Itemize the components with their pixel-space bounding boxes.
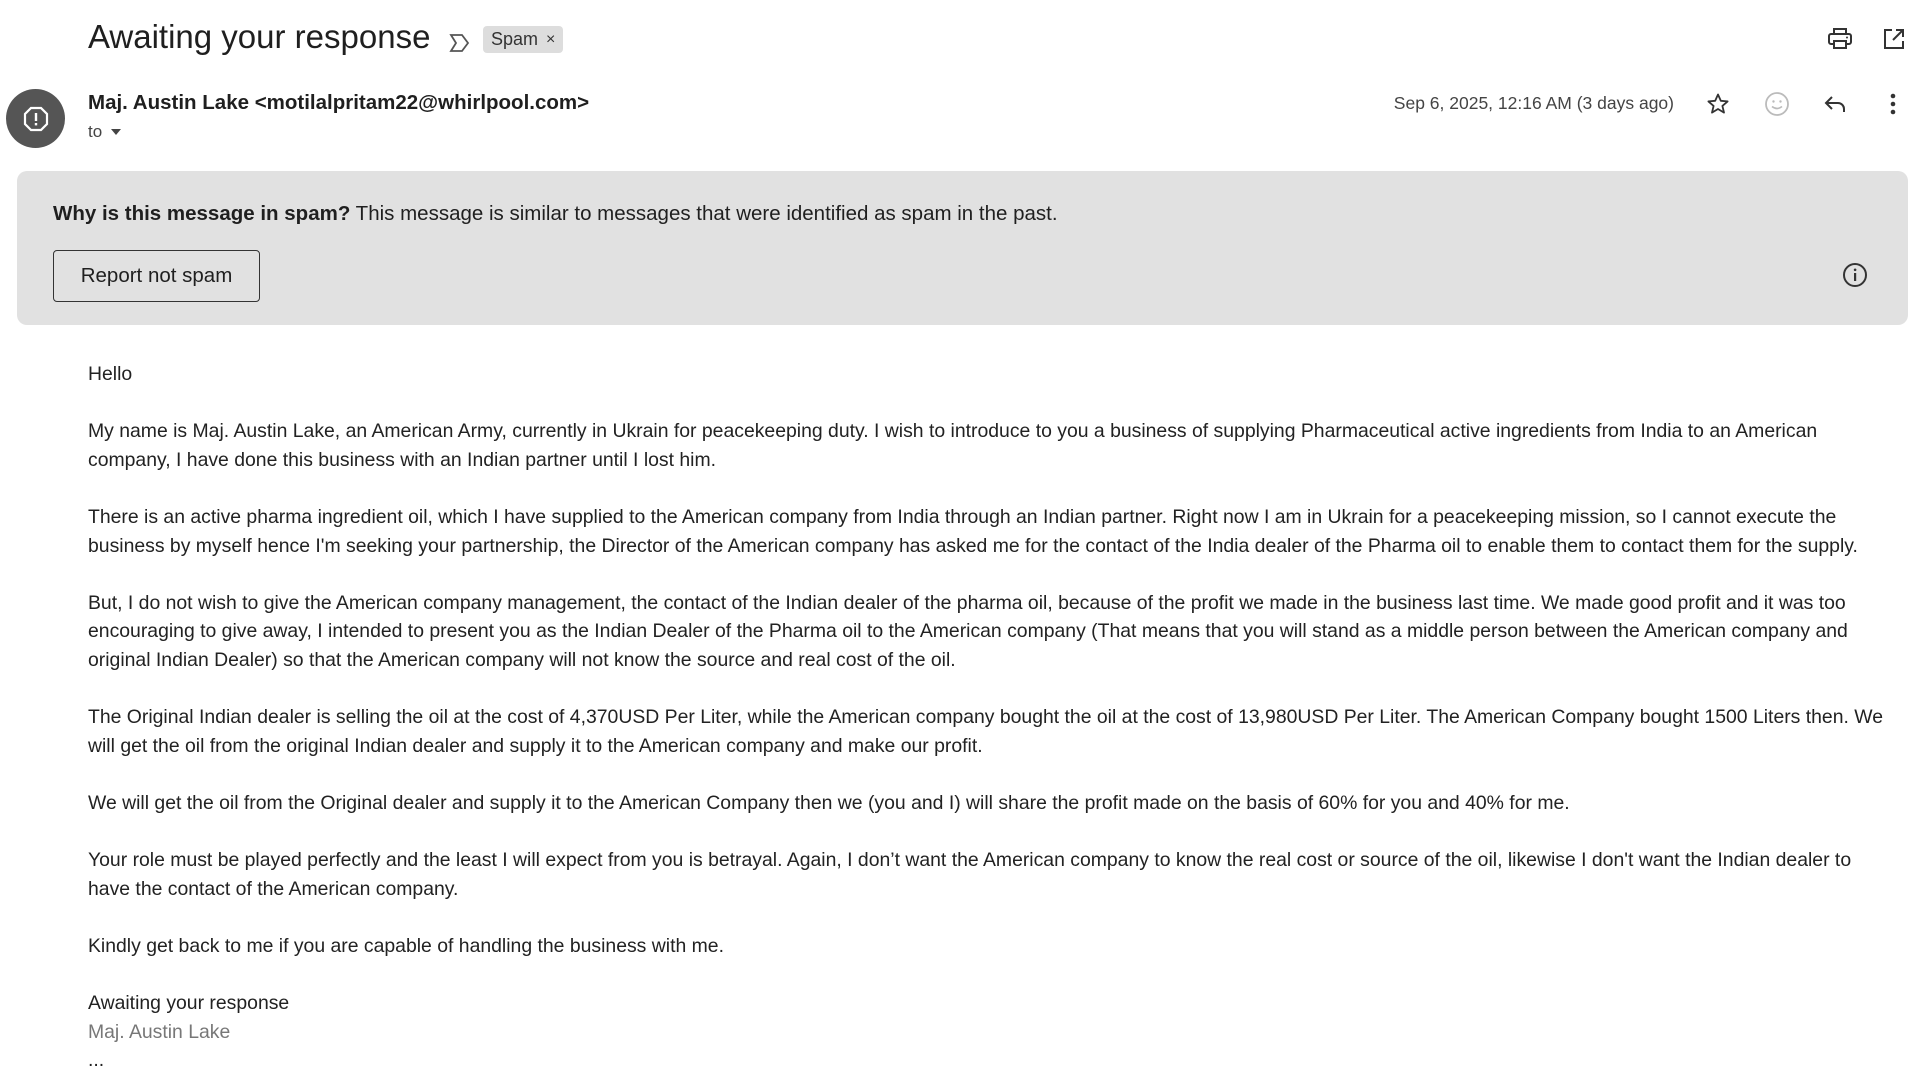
- spam-explanation: This message is similar to messages that were identified as spam in the past.: [350, 202, 1058, 225]
- signature: Maj. Austin Lake: [88, 1020, 231, 1043]
- email-subject: Awaiting your response: [88, 18, 431, 55]
- spam-label-chip: [483, 26, 563, 53]
- spam-warning-banner: [17, 171, 1908, 325]
- emoji-reaction-icon[interactable]: [1761, 88, 1793, 120]
- chevron-down-icon: [110, 128, 122, 136]
- open-in-new-window-icon[interactable]: [1878, 23, 1910, 55]
- body-paragraph: My name is Maj. Austin Lake, an American Army, currently in Ukrain for peacekeeping duty. I wish to introduce to you a business of supplying Pharmaceutical active ingredients from India to an American company, I have done this business with an Indian partner until I lost him.: [88, 420, 1818, 471]
- warning-icon: [23, 106, 49, 132]
- more-options-icon[interactable]: [1877, 88, 1909, 120]
- report-not-spam-button[interactable]: Report not spam: [53, 250, 260, 302]
- sender-avatar-warning: [6, 89, 65, 148]
- body-paragraph: We will get the oil from the Original dealer and supply it to the American Company then we (you and I) will share the profit made on the basis of 60% for you and 40% for me.: [88, 791, 1570, 814]
- email-body: [88, 360, 1888, 1075]
- spam-question: Why is this message in spam?: [53, 202, 351, 225]
- email-date: Sep 6, 2025, 12:16 AM (3 days ago): [1393, 93, 1674, 113]
- spam-reason: [53, 202, 1058, 226]
- to-label: to: [88, 122, 103, 141]
- show-trimmed-content[interactable]: ...: [88, 1049, 105, 1072]
- reply-icon[interactable]: [1819, 88, 1851, 120]
- body-paragraph: Hello: [88, 363, 133, 385]
- body-paragraph: But, I do not wish to give the American company management, the contact of the Indian dealer of the pharma oil, because of the profit we made in the business last time. We made good profit and it was too encouraging to give away, I intended to present you as the Indian Dealer of the Pharma oil to the American company (That means that you will stand as a middle person between the American company and original Indian Dealer) so that the American company will not know the source and real cost of the oil.: [88, 591, 1848, 671]
- print-icon[interactable]: [1824, 23, 1856, 55]
- remove-label-button[interactable]: ×: [546, 30, 556, 48]
- info-icon[interactable]: [1839, 259, 1871, 291]
- body-paragraph: The Original Indian dealer is selling the oil at the cost of 4,370USD Per Liter, while the American company bought the oil at the cost of 13,980USD Per Liter. The American Company bought 1500 Liters then. We will get the oil from the original Indian dealer and supply it to the American company and make our profit.: [88, 706, 1884, 757]
- body-paragraph: Your role must be played perfectly and the least I will expect from you is betrayal. Again, I don’t want the American company to know the real cost or source of the oil, likewise I don't want the Indian dealer to have the contact of the American company.: [88, 849, 1852, 900]
- label-text: Spam: [491, 29, 539, 49]
- importance-marker-icon[interactable]: [444, 27, 476, 59]
- star-icon[interactable]: [1702, 88, 1734, 120]
- closing-line: Awaiting your response: [88, 992, 290, 1015]
- sender-name-email: Maj. Austin Lake <motilalpritam22@whirlpool.com>: [88, 91, 590, 114]
- recipients-toggle[interactable]: [88, 122, 122, 142]
- body-paragraph: Kindly get back to me if you are capable of handling the business with me.: [88, 934, 724, 957]
- body-paragraph: There is an active pharma ingredient oil, which I have supplied to the American company from India through an Indian partner. Right now I am in Ukrain for a peacekeeping mission, so I cannot execute the business by myself hence I'm seeking your partnership, the Director of the American company has asked me for the contact of the India dealer of the Pharma oil to enable them to contact them for the supply.: [88, 505, 1858, 557]
